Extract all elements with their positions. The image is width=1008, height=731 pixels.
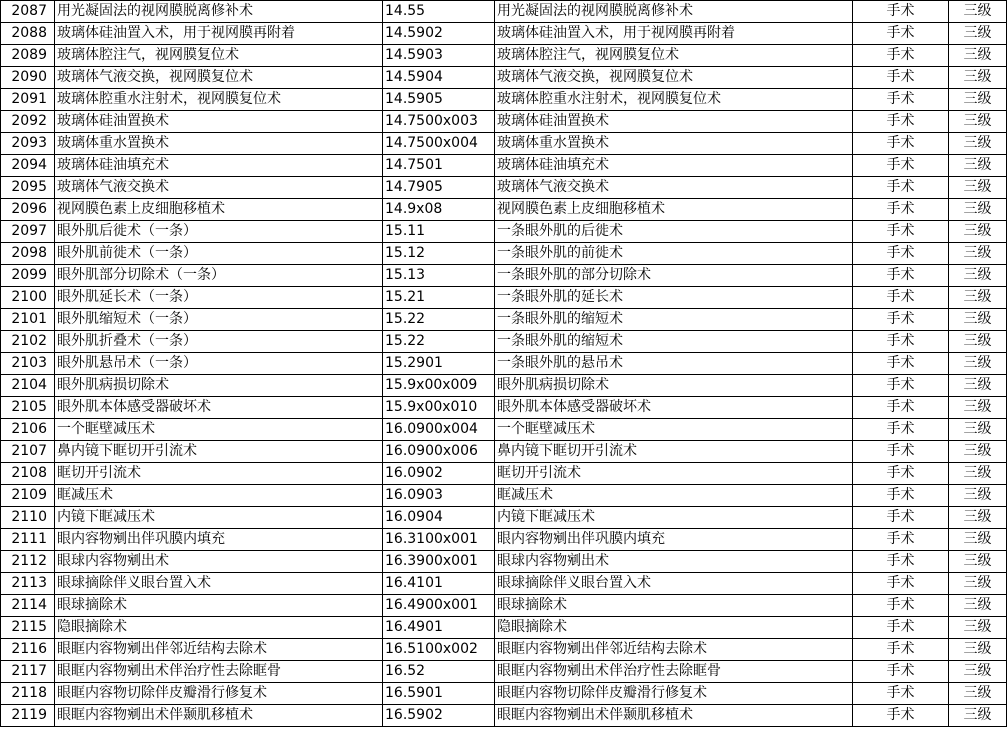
row-number: 2088 [1,23,55,45]
procedure-name: 眼眶内容物切除伴皮瓣滑行修复术 [55,683,383,705]
procedure-level: 三级 [949,45,1007,67]
procedure-type: 手术 [853,67,949,89]
procedure-type: 手术 [853,309,949,331]
table-row [1,111,1007,133]
procedure-level: 三级 [949,243,1007,265]
procedure-description: 一条眼外肌的前徙术 [495,243,853,265]
procedure-level: 三级 [949,661,1007,683]
procedure-code: 16.0900x004 [383,419,495,441]
row-number: 2106 [1,419,55,441]
procedure-level: 三级 [949,639,1007,661]
procedure-name: 玻璃体腔重水注射术，视网膜复位术 [55,89,383,111]
procedure-code: 14.7500x003 [383,111,495,133]
table-row [1,353,1007,375]
row-number: 2093 [1,133,55,155]
procedure-name: 眼外肌延长术（一条） [55,287,383,309]
procedure-name: 眼外肌本体感受器破坏术 [55,397,383,419]
procedure-description: 眼外肌病损切除术 [495,375,853,397]
table-row [1,419,1007,441]
procedure-description: 玻璃体硅油置入术，用于视网膜再附着 [495,23,853,45]
procedure-level: 三级 [949,1,1007,23]
table-row [1,551,1007,573]
procedure-name: 眼球摘除术 [55,595,383,617]
procedure-type: 手术 [853,221,949,243]
procedure-level: 三级 [949,287,1007,309]
procedure-name: 眼眶内容物剜出伴邻近结构去除术 [55,639,383,661]
procedure-code: 16.0902 [383,463,495,485]
row-number: 2109 [1,485,55,507]
procedure-type: 手术 [853,529,949,551]
procedure-name: 眼眶内容物剜出术伴治疗性去除眶骨 [55,661,383,683]
procedure-name: 玻璃体气液交换术 [55,177,383,199]
procedure-name: 隐眼摘除术 [55,617,383,639]
row-number: 2092 [1,111,55,133]
procedure-level: 三级 [949,419,1007,441]
procedure-description: 眼眶内容物剜出术伴颞肌移植术 [495,705,853,727]
procedure-level: 三级 [949,23,1007,45]
procedure-name: 眼内容物剜出伴巩膜内填充 [55,529,383,551]
row-number: 2099 [1,265,55,287]
procedure-code: 15.9x00x010 [383,397,495,419]
table-row [1,705,1007,727]
procedure-name: 内镜下眶减压术 [55,507,383,529]
procedure-description: 眼内容物剜出伴巩膜内填充 [495,529,853,551]
table-row [1,507,1007,529]
table-row [1,441,1007,463]
procedure-description: 用光凝固法的视网膜脱离修补术 [495,1,853,23]
procedure-code: 14.55 [383,1,495,23]
procedure-description: 玻璃体气液交换，视网膜复位术 [495,67,853,89]
table-row [1,375,1007,397]
procedure-name: 玻璃体硅油填充术 [55,155,383,177]
row-number: 2114 [1,595,55,617]
procedure-level: 三级 [949,375,1007,397]
table-row [1,243,1007,265]
table-row [1,309,1007,331]
procedure-type: 手术 [853,89,949,111]
table-row [1,617,1007,639]
procedure-level: 三级 [949,67,1007,89]
procedure-level: 三级 [949,353,1007,375]
procedure-name: 眶减压术 [55,485,383,507]
procedure-type: 手术 [853,397,949,419]
procedure-level: 三级 [949,683,1007,705]
procedure-level: 三级 [949,397,1007,419]
row-number: 2113 [1,573,55,595]
table-row [1,23,1007,45]
row-number: 2102 [1,331,55,353]
procedure-name: 玻璃体硅油置入术，用于视网膜再附着 [55,23,383,45]
row-number: 2111 [1,529,55,551]
procedure-type: 手术 [853,419,949,441]
procedure-code: 16.3900x001 [383,551,495,573]
procedure-description: 玻璃体腔注气，视网膜复位术 [495,45,853,67]
procedure-description: 内镜下眶减压术 [495,507,853,529]
procedure-name: 玻璃体气液交换，视网膜复位术 [55,67,383,89]
procedure-description: 眼球摘除伴义眼台置入术 [495,573,853,595]
table-row [1,595,1007,617]
procedure-type: 手术 [853,639,949,661]
row-number: 2103 [1,353,55,375]
procedure-code: 16.4101 [383,573,495,595]
procedure-name: 玻璃体硅油置换术 [55,111,383,133]
procedure-name: 视网膜色素上皮细胞移植术 [55,199,383,221]
procedure-code: 16.0900x006 [383,441,495,463]
procedure-description: 玻璃体硅油填充术 [495,155,853,177]
procedure-type: 手术 [853,617,949,639]
procedure-code: 16.4901 [383,617,495,639]
procedure-code: 16.5100x002 [383,639,495,661]
procedure-level: 三级 [949,221,1007,243]
procedure-code: 15.22 [383,309,495,331]
procedure-code: 16.52 [383,661,495,683]
procedure-code: 14.5904 [383,67,495,89]
procedure-description: 玻璃体气液交换术 [495,177,853,199]
procedure-name: 眼外肌悬吊术（一条） [55,353,383,375]
table-row [1,133,1007,155]
procedure-name: 眼外肌前徙术（一条） [55,243,383,265]
row-number: 2097 [1,221,55,243]
procedure-name: 眼外肌病损切除术 [55,375,383,397]
procedure-type: 手术 [853,683,949,705]
procedure-name: 玻璃体重水置换术 [55,133,383,155]
procedure-type: 手术 [853,485,949,507]
row-number: 2112 [1,551,55,573]
procedure-description: 眼眶内容物剜出术伴治疗性去除眶骨 [495,661,853,683]
procedure-level: 三级 [949,485,1007,507]
table-row [1,1,1007,23]
procedure-level: 三级 [949,463,1007,485]
procedure-code: 15.12 [383,243,495,265]
procedure-description: 一条眼外肌的缩短术 [495,331,853,353]
row-number: 2096 [1,199,55,221]
procedure-level: 三级 [949,331,1007,353]
procedure-code: 14.5902 [383,23,495,45]
procedure-type: 手术 [853,111,949,133]
row-number: 2098 [1,243,55,265]
row-number: 2091 [1,89,55,111]
procedure-type: 手术 [853,155,949,177]
procedure-type: 手术 [853,243,949,265]
row-number: 2115 [1,617,55,639]
procedure-description: 一条眼外肌的后徙术 [495,221,853,243]
table-row [1,67,1007,89]
row-number: 2101 [1,309,55,331]
procedure-code: 14.7501 [383,155,495,177]
procedure-name: 用光凝固法的视网膜脱离修补术 [55,1,383,23]
table-row [1,485,1007,507]
row-number: 2108 [1,463,55,485]
procedure-type: 手术 [853,661,949,683]
table-row [1,199,1007,221]
procedure-type: 手术 [853,133,949,155]
procedure-level: 三级 [949,441,1007,463]
procedure-type: 手术 [853,441,949,463]
row-number: 2118 [1,683,55,705]
procedure-type: 手术 [853,331,949,353]
procedure-description: 眶切开引流术 [495,463,853,485]
procedure-description: 一条眼外肌的悬吊术 [495,353,853,375]
procedure-type: 手术 [853,573,949,595]
procedure-level: 三级 [949,705,1007,727]
table-row [1,221,1007,243]
procedure-code: 16.0903 [383,485,495,507]
procedure-description: 眼球内容物剜出术 [495,551,853,573]
procedure-code: 14.9x08 [383,199,495,221]
row-number: 2094 [1,155,55,177]
procedure-code: 14.7905 [383,177,495,199]
procedure-description: 一条眼外肌的缩短术 [495,309,853,331]
procedure-level: 三级 [949,573,1007,595]
procedure-type: 手术 [853,287,949,309]
procedure-level: 三级 [949,199,1007,221]
procedure-type: 手术 [853,45,949,67]
procedure-description: 眶减压术 [495,485,853,507]
procedure-name: 玻璃体腔注气，视网膜复位术 [55,45,383,67]
procedure-level: 三级 [949,177,1007,199]
row-number: 2107 [1,441,55,463]
table-row [1,177,1007,199]
procedure-level: 三级 [949,133,1007,155]
procedure-type: 手术 [853,705,949,727]
procedure-type: 手术 [853,463,949,485]
row-number: 2104 [1,375,55,397]
row-number: 2087 [1,1,55,23]
procedure-description: 一条眼外肌的延长术 [495,287,853,309]
procedure-type: 手术 [853,199,949,221]
procedure-level: 三级 [949,265,1007,287]
table-row [1,639,1007,661]
procedure-name: 眼外肌部分切除术（一条） [55,265,383,287]
procedure-name: 一个眶壁减压术 [55,419,383,441]
row-number: 2100 [1,287,55,309]
table-body [1,1,1007,727]
procedure-type: 手术 [853,595,949,617]
table-row [1,463,1007,485]
procedure-level: 三级 [949,617,1007,639]
procedure-description: 眼眶内容物剜出伴邻近结构去除术 [495,639,853,661]
procedure-description: 一个眶壁减压术 [495,419,853,441]
procedure-type: 手术 [853,507,949,529]
row-number: 2110 [1,507,55,529]
procedure-description: 鼻内镜下眶切开引流术 [495,441,853,463]
procedure-code: 15.2901 [383,353,495,375]
procedure-level: 三级 [949,89,1007,111]
procedure-code: 15.11 [383,221,495,243]
table-row [1,45,1007,67]
procedure-code: 16.3100x001 [383,529,495,551]
procedure-type: 手术 [853,375,949,397]
procedure-code: 14.5905 [383,89,495,111]
procedure-name: 眼外肌折叠术（一条） [55,331,383,353]
procedure-description: 玻璃体重水置换术 [495,133,853,155]
procedure-level: 三级 [949,595,1007,617]
procedure-description: 眼外肌本体感受器破坏术 [495,397,853,419]
procedure-level: 三级 [949,309,1007,331]
procedure-name: 眼外肌后徙术（一条） [55,221,383,243]
procedure-type: 手术 [853,1,949,23]
procedure-name: 眼球内容物剜出术 [55,551,383,573]
procedure-code: 14.7500x004 [383,133,495,155]
row-number: 2095 [1,177,55,199]
procedure-code: 16.4900x001 [383,595,495,617]
procedure-description: 视网膜色素上皮细胞移植术 [495,199,853,221]
table-row [1,397,1007,419]
row-number: 2090 [1,67,55,89]
procedure-description: 眼眶内容物切除伴皮瓣滑行修复术 [495,683,853,705]
procedure-type: 手术 [853,23,949,45]
procedure-code: 15.13 [383,265,495,287]
table-row [1,331,1007,353]
row-number: 2105 [1,397,55,419]
procedure-description: 玻璃体硅油置换术 [495,111,853,133]
procedure-level: 三级 [949,551,1007,573]
procedure-type: 手术 [853,265,949,287]
table-row [1,287,1007,309]
procedure-name: 眼外肌缩短术（一条） [55,309,383,331]
procedure-code: 16.0904 [383,507,495,529]
procedure-code: 15.9x00x009 [383,375,495,397]
procedure-description: 玻璃体腔重水注射术，视网膜复位术 [495,89,853,111]
table-row [1,265,1007,287]
table-row [1,89,1007,111]
table-row [1,529,1007,551]
procedure-type: 手术 [853,551,949,573]
procedure-description: 眼球摘除术 [495,595,853,617]
procedure-level: 三级 [949,529,1007,551]
procedure-type: 手术 [853,353,949,375]
procedure-level: 三级 [949,155,1007,177]
procedure-code: 14.5903 [383,45,495,67]
table-row [1,573,1007,595]
procedure-name: 眼眶内容物剜出术伴颞肌移植术 [55,705,383,727]
procedure-description: 隐眼摘除术 [495,617,853,639]
procedure-code: 15.21 [383,287,495,309]
procedure-level: 三级 [949,507,1007,529]
row-number: 2119 [1,705,55,727]
procedure-code: 16.5902 [383,705,495,727]
row-number: 2089 [1,45,55,67]
procedure-name: 眼球摘除伴义眼台置入术 [55,573,383,595]
table-row [1,155,1007,177]
procedure-code: 16.5901 [383,683,495,705]
procedure-type: 手术 [853,177,949,199]
table-row [1,683,1007,705]
table-row [1,661,1007,683]
procedure-name: 眶切开引流术 [55,463,383,485]
row-number: 2117 [1,661,55,683]
procedure-level: 三级 [949,111,1007,133]
procedure-name: 鼻内镜下眶切开引流术 [55,441,383,463]
procedure-code: 15.22 [383,331,495,353]
row-number: 2116 [1,639,55,661]
procedure-description: 一条眼外肌的部分切除术 [495,265,853,287]
